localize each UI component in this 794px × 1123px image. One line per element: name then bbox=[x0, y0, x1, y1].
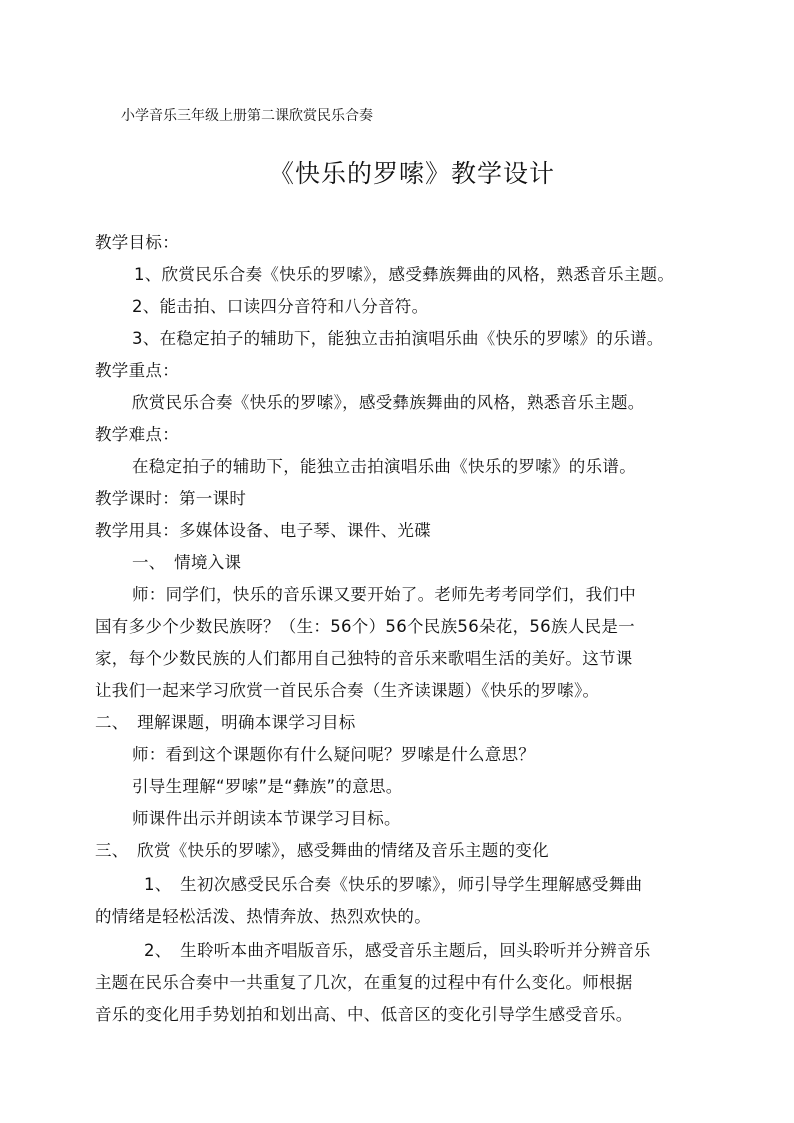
section-1-paragraph-line: 让我们一起来学习欣赏一首民乐合奏（生齐读课题）《快乐的罗嗦》。 bbox=[95, 681, 600, 700]
document-title: 《快乐的罗嗦》教学设计 bbox=[269, 159, 556, 188]
difficulty-text: 在稳定拍子的辅助下，能独立击拍演唱乐曲《快乐的罗嗦》的乐谱。 bbox=[132, 457, 636, 476]
goal-item-2: 2、能击拍、口读四分音符和八分音符。 bbox=[132, 297, 429, 316]
goals-heading: 教学目标： bbox=[95, 233, 179, 252]
section-1-paragraph-line: 国有多少个少数民族呀？（生：56个）56个民族56朵花，56族人民是一 bbox=[95, 617, 635, 636]
difficulty-heading: 教学难点： bbox=[95, 425, 179, 444]
goal-item-1: 1、欣赏民乐合奏《快乐的罗嗦》，感受彝族舞曲的风格，熟悉音乐主题。 bbox=[134, 265, 675, 284]
section-3-item-line: 1、 生初次感受民乐合奏《快乐的罗嗦》，师引导学生理解感受舞曲 bbox=[144, 875, 643, 894]
section-2-paragraph: 师：看到这个课题你有什么疑问呢？罗嗦是什么意思？ bbox=[132, 745, 536, 764]
section-2-paragraph: 师课件出示并朗读本节课学习目标。 bbox=[132, 809, 401, 828]
document-subheader: 小学音乐三年级上册第二课欣赏民乐合奏 bbox=[121, 108, 373, 124]
section-3-item-line: 主题在民乐合奏中一共重复了几次，在重复的过程中有什么变化。师根据 bbox=[95, 973, 633, 992]
section-3-item-line: 的情绪是轻松活泼、热情奔放、热烈欢快的。 bbox=[95, 907, 431, 926]
section-1-paragraph-line: 家，每个少数民族的人们都用自己独特的音乐来歌唱生活的美好。这节课 bbox=[95, 649, 633, 668]
section-1-heading: 一、 情境入课 bbox=[132, 553, 242, 572]
key-points-text: 欣赏民乐合奏《快乐的罗嗦》，感受彝族舞曲的风格，熟悉音乐主题。 bbox=[132, 393, 645, 412]
key-points-heading: 教学重点： bbox=[95, 361, 179, 380]
goal-item-3: 3、在稳定拍子的辅助下，能独立击拍演唱乐曲《快乐的罗嗦》的乐谱。 bbox=[132, 329, 664, 348]
class-hours: 教学课时：第一课时 bbox=[95, 489, 247, 508]
section-1-paragraph-line: 师：同学们，快乐的音乐课又要开始了。老师先考考同学们，我们中 bbox=[132, 585, 636, 604]
section-2-heading: 二、 理解课题，明确本课学习目标 bbox=[95, 713, 356, 732]
teaching-tools: 教学用具：多媒体设备、电子琴、课件、光碟 bbox=[95, 521, 431, 540]
section-3-item-line: 音乐的变化用手势划拍和划出高、中、低音区的变化引导学生感受音乐。 bbox=[95, 1005, 633, 1024]
section-3-heading: 三、 欣赏《快乐的罗嗦》，感受舞曲的情绪及音乐主题的变化 bbox=[95, 841, 549, 860]
section-2-paragraph: 引导生理解“罗嗦”是“彝族”的意思。 bbox=[132, 777, 403, 796]
section-3-item-line: 2、 生聆听本曲齐唱版音乐，感受音乐主题后，回头聆听并分辨音乐 bbox=[144, 941, 651, 960]
